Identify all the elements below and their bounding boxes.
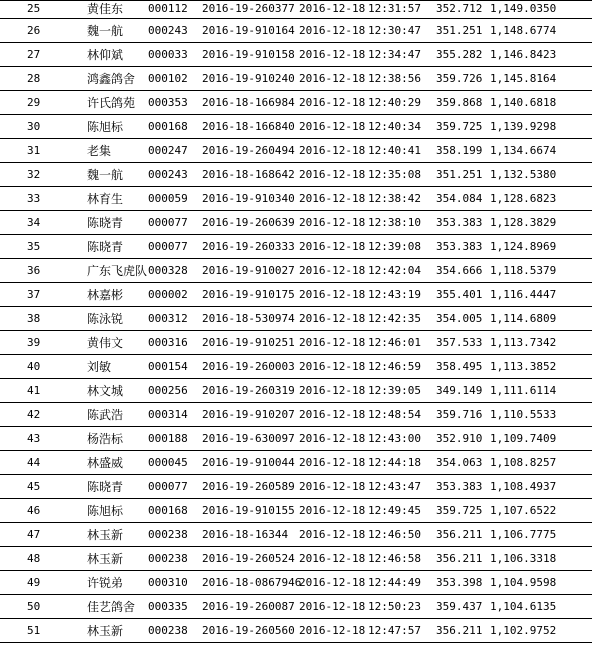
member-id-cell: 000314: [148, 407, 188, 421]
ring-number-cell: 2016-18-168642: [202, 167, 295, 181]
date-cell: 2016-12-18: [299, 575, 366, 589]
score-cell: 1,104.6135: [490, 599, 557, 613]
score-cell: 1,124.8969: [490, 239, 557, 253]
name-cell: 陈晓青: [87, 239, 124, 254]
table-row: [0, 235, 592, 259]
table-row: [0, 427, 592, 451]
time-cell: 12:43:47: [368, 479, 421, 493]
time-cell: 12:38:42: [368, 191, 421, 205]
speed-cell: 353.383: [436, 239, 483, 253]
name-cell: 林玉新: [87, 551, 124, 566]
speed-cell: 354.666: [436, 263, 483, 277]
member-id-cell: 000238: [148, 527, 188, 541]
date-cell: 2016-12-18: [299, 359, 366, 373]
time-cell: 12:44:18: [368, 455, 421, 469]
time-cell: 12:48:54: [368, 407, 421, 421]
table-row: [0, 451, 592, 475]
speed-cell: 349.149: [436, 383, 483, 397]
name-cell: 林盛威: [87, 455, 124, 470]
time-cell: 12:35:08: [368, 167, 421, 181]
member-id-cell: 000243: [148, 167, 188, 181]
name-cell: 杨浩标: [87, 431, 124, 446]
time-cell: 12:47:57: [368, 623, 421, 637]
ring-number-cell: 2016-18-166840: [202, 119, 295, 133]
table-row: [0, 211, 592, 235]
date-cell: 2016-12-18: [299, 191, 366, 205]
speed-cell: 359.437: [436, 599, 483, 613]
ring-number-cell: 2016-19-910240: [202, 71, 295, 85]
score-cell: 1,114.6809: [490, 311, 557, 325]
name-cell: 广东飞虎队: [87, 263, 148, 278]
time-cell: 12:50:23: [368, 599, 421, 613]
member-id-cell: 000077: [148, 215, 188, 229]
date-cell: 2016-12-18: [299, 335, 366, 349]
time-cell: 12:40:29: [368, 95, 421, 109]
date-cell: 2016-12-18: [299, 143, 366, 157]
date-cell: 2016-12-18: [299, 479, 366, 493]
ring-number-cell: 2016-19-260560: [202, 623, 295, 637]
member-id-cell: 000243: [148, 23, 188, 37]
speed-cell: 359.725: [436, 119, 483, 133]
score-cell: 1,108.8257: [490, 455, 557, 469]
rank-cell: 26: [27, 23, 41, 37]
rank-cell: 34: [27, 215, 41, 229]
time-cell: 12:49:45: [368, 503, 421, 517]
rank-cell: 37: [27, 287, 41, 301]
table-row: [0, 19, 592, 43]
time-cell: 12:43:19: [368, 287, 421, 301]
score-cell: 1,104.9598: [490, 575, 557, 589]
table-row: [0, 403, 592, 427]
name-cell: 陈晓青: [87, 479, 124, 494]
ring-number-cell: 2016-19-260494: [202, 143, 295, 157]
rank-cell: 36: [27, 263, 41, 277]
rank-cell: 32: [27, 167, 41, 181]
date-cell: 2016-12-18: [299, 455, 366, 469]
speed-cell: 358.495: [436, 359, 483, 373]
ring-number-cell: 2016-18-0867946: [202, 575, 302, 589]
time-cell: 12:31:57: [368, 2, 421, 15]
time-cell: 12:44:49: [368, 575, 421, 589]
time-cell: 12:42:04: [368, 263, 421, 277]
score-cell: 1,107.6522: [490, 503, 557, 517]
name-cell: 林文城: [87, 383, 124, 398]
speed-cell: 359.716: [436, 407, 483, 421]
score-cell: 1,149.0350: [490, 2, 557, 15]
name-cell: 林育生: [87, 191, 124, 206]
member-id-cell: 000238: [148, 551, 188, 565]
member-id-cell: 000353: [148, 95, 188, 109]
time-cell: 12:38:56: [368, 71, 421, 85]
ring-number-cell: 2016-19-260524: [202, 551, 295, 565]
score-cell: 1,106.7775: [490, 527, 557, 541]
member-id-cell: 000154: [148, 359, 188, 373]
table-row: [0, 91, 592, 115]
name-cell: 魏一航: [87, 167, 124, 182]
member-id-cell: 000059: [148, 191, 188, 205]
ring-number-cell: 2016-19-260589: [202, 479, 295, 493]
time-cell: 12:43:00: [368, 431, 421, 445]
date-cell: 2016-12-18: [299, 239, 366, 253]
table-row: [0, 43, 592, 67]
member-id-cell: 000168: [148, 119, 188, 133]
rank-cell: 45: [27, 479, 41, 493]
ring-number-cell: 2016-18-166984: [202, 95, 295, 109]
table-row: [0, 115, 592, 139]
score-cell: 1,106.3318: [490, 551, 557, 565]
date-cell: 2016-12-18: [299, 95, 366, 109]
member-id-cell: 000312: [148, 311, 188, 325]
name-cell: 陈晓青: [87, 215, 124, 230]
name-cell: 陈旭标: [87, 119, 124, 134]
table-row: [0, 0, 592, 19]
table-row: [0, 163, 592, 187]
table-row: [0, 355, 592, 379]
ring-number-cell: 2016-18-530974: [202, 311, 295, 325]
time-cell: 12:42:35: [368, 311, 421, 325]
speed-cell: 358.199: [436, 143, 483, 157]
date-cell: 2016-12-18: [299, 47, 366, 61]
table-row: [0, 187, 592, 211]
rank-cell: 28: [27, 71, 41, 85]
name-cell: 林仰斌: [87, 47, 124, 62]
member-id-cell: 000102: [148, 71, 188, 85]
rank-cell: 43: [27, 431, 41, 445]
ring-number-cell: 2016-19-910207: [202, 407, 295, 421]
member-id-cell: 000247: [148, 143, 188, 157]
speed-cell: 359.868: [436, 95, 483, 109]
rank-cell: 35: [27, 239, 41, 253]
member-id-cell: 000077: [148, 479, 188, 493]
date-cell: 2016-12-18: [299, 383, 366, 397]
member-id-cell: 000310: [148, 575, 188, 589]
table-row: [0, 67, 592, 91]
name-cell: 许氏鸽苑: [87, 95, 136, 110]
date-cell: 2016-12-18: [299, 71, 366, 85]
speed-cell: 351.251: [436, 167, 483, 181]
score-cell: 1,132.5380: [490, 167, 557, 181]
member-id-cell: 000077: [148, 239, 188, 253]
speed-cell: 353.398: [436, 575, 483, 589]
rank-cell: 38: [27, 311, 41, 325]
speed-cell: 356.211: [436, 623, 483, 637]
date-cell: 2016-12-18: [299, 503, 366, 517]
ring-number-cell: 2016-19-910251: [202, 335, 295, 349]
date-cell: 2016-12-18: [299, 431, 366, 445]
name-cell: 陈武浩: [87, 407, 124, 422]
date-cell: 2016-12-18: [299, 2, 366, 15]
speed-cell: 354.084: [436, 191, 483, 205]
rank-cell: 31: [27, 143, 41, 157]
speed-cell: 354.063: [436, 455, 483, 469]
name-cell: 林玉新: [87, 623, 124, 638]
rank-cell: 25: [27, 2, 41, 15]
ring-number-cell: 2016-19-260319: [202, 383, 295, 397]
date-cell: 2016-12-18: [299, 311, 366, 325]
score-cell: 1,128.3829: [490, 215, 557, 229]
name-cell: 老集: [87, 143, 112, 158]
score-cell: 1,134.6674: [490, 143, 557, 157]
rank-cell: 48: [27, 551, 41, 565]
date-cell: 2016-12-18: [299, 119, 366, 133]
score-cell: 1,109.7409: [490, 431, 557, 445]
member-id-cell: 000033: [148, 47, 188, 61]
name-cell: 林玉新: [87, 527, 124, 542]
rank-cell: 27: [27, 47, 41, 61]
ring-number-cell: 2016-19-910155: [202, 503, 295, 517]
time-cell: 12:40:41: [368, 143, 421, 157]
date-cell: 2016-12-18: [299, 263, 366, 277]
date-cell: 2016-12-18: [299, 599, 366, 613]
member-id-cell: 000256: [148, 383, 188, 397]
ring-number-cell: 2016-19-630097: [202, 431, 295, 445]
score-cell: 1,113.3852: [490, 359, 557, 373]
name-cell: 魏一航: [87, 23, 124, 38]
table-row: [0, 619, 592, 643]
member-id-cell: 000335: [148, 599, 188, 613]
name-cell: 许锐弟: [87, 575, 124, 590]
ring-number-cell: 2016-19-260377: [202, 2, 295, 15]
speed-cell: 359.725: [436, 503, 483, 517]
table-row: [0, 139, 592, 163]
ring-number-cell: 2016-19-260333: [202, 239, 295, 253]
time-cell: 12:40:34: [368, 119, 421, 133]
date-cell: 2016-12-18: [299, 215, 366, 229]
ring-number-cell: 2016-19-260087: [202, 599, 295, 613]
rank-cell: 46: [27, 503, 41, 517]
member-id-cell: 000316: [148, 335, 188, 349]
rank-cell: 44: [27, 455, 41, 469]
name-cell: 林嘉彬: [87, 287, 124, 302]
ring-number-cell: 2016-18-16344: [202, 527, 289, 541]
table-row: [0, 523, 592, 547]
table-row: [0, 259, 592, 283]
speed-cell: 352.910: [436, 431, 483, 445]
name-cell: 黄佳东: [87, 2, 124, 16]
date-cell: 2016-12-18: [299, 551, 366, 565]
speed-cell: 353.383: [436, 215, 483, 229]
time-cell: 12:46:58: [368, 551, 421, 565]
score-cell: 1,118.5379: [490, 263, 557, 277]
rank-cell: 47: [27, 527, 41, 541]
date-cell: 2016-12-18: [299, 23, 366, 37]
time-cell: 12:46:50: [368, 527, 421, 541]
rank-cell: 29: [27, 95, 41, 109]
speed-cell: 354.005: [436, 311, 483, 325]
table-row: [0, 331, 592, 355]
member-id-cell: 000168: [148, 503, 188, 517]
speed-cell: 353.383: [436, 479, 483, 493]
ring-number-cell: 2016-19-910044: [202, 455, 295, 469]
speed-cell: 359.726: [436, 71, 483, 85]
time-cell: 12:30:47: [368, 23, 421, 37]
score-cell: 1,145.8164: [490, 71, 557, 85]
time-cell: 12:39:08: [368, 239, 421, 253]
speed-cell: 351.251: [436, 23, 483, 37]
speed-cell: 355.282: [436, 47, 483, 61]
speed-cell: 356.211: [436, 527, 483, 541]
rank-cell: 40: [27, 359, 41, 373]
score-cell: 1,110.5533: [490, 407, 557, 421]
speed-cell: 355.401: [436, 287, 483, 301]
time-cell: 12:46:01: [368, 335, 421, 349]
time-cell: 12:38:10: [368, 215, 421, 229]
member-id-cell: 000238: [148, 623, 188, 637]
ring-number-cell: 2016-19-910027: [202, 263, 295, 277]
table-row: [0, 595, 592, 619]
rank-cell: 33: [27, 191, 41, 205]
rank-cell: 51: [27, 623, 41, 637]
score-cell: 1,140.6818: [490, 95, 557, 109]
rank-cell: 41: [27, 383, 41, 397]
rank-cell: 50: [27, 599, 41, 613]
table-row: [0, 283, 592, 307]
score-cell: 1,116.4447: [490, 287, 557, 301]
name-cell: 陈泳锐: [87, 311, 124, 326]
member-id-cell: 000328: [148, 263, 188, 277]
name-cell: 佳艺鸽舍: [87, 599, 136, 614]
score-cell: 1,113.7342: [490, 335, 557, 349]
date-cell: 2016-12-18: [299, 527, 366, 541]
rank-cell: 42: [27, 407, 41, 421]
rank-cell: 39: [27, 335, 41, 349]
date-cell: 2016-12-18: [299, 407, 366, 421]
ring-number-cell: 2016-19-260003: [202, 359, 295, 373]
table-row: [0, 475, 592, 499]
member-id-cell: 000002: [148, 287, 188, 301]
score-cell: 1,108.4937: [490, 479, 557, 493]
speed-cell: 356.211: [436, 551, 483, 565]
date-cell: 2016-12-18: [299, 623, 366, 637]
table-row: [0, 547, 592, 571]
time-cell: 12:34:47: [368, 47, 421, 61]
table-row: [0, 571, 592, 595]
date-cell: 2016-12-18: [299, 287, 366, 301]
name-cell: 鸿鑫鸽舍: [87, 71, 136, 86]
name-cell: 陈旭标: [87, 503, 124, 518]
member-id-cell: 000045: [148, 455, 188, 469]
ring-number-cell: 2016-19-910164: [202, 23, 295, 37]
ring-number-cell: 2016-19-260639: [202, 215, 295, 229]
time-cell: 12:39:05: [368, 383, 421, 397]
name-cell: 刘敏: [87, 359, 112, 374]
member-id-cell: 000188: [148, 431, 188, 445]
time-cell: 12:46:59: [368, 359, 421, 373]
speed-cell: 352.712: [436, 2, 483, 15]
date-cell: 2016-12-18: [299, 167, 366, 181]
ring-number-cell: 2016-19-910158: [202, 47, 295, 61]
ring-number-cell: 2016-19-910175: [202, 287, 295, 301]
table-row: [0, 379, 592, 403]
score-cell: 1,111.6114: [490, 383, 557, 397]
table-row: [0, 499, 592, 523]
name-cell: 黄伟文: [87, 335, 124, 350]
score-cell: 1,139.9298: [490, 119, 557, 133]
member-id-cell: 000112: [148, 2, 188, 15]
score-cell: 1,102.9752: [490, 623, 557, 637]
ring-number-cell: 2016-19-910340: [202, 191, 295, 205]
table-row: [0, 307, 592, 331]
speed-cell: 357.533: [436, 335, 483, 349]
score-cell: 1,148.6774: [490, 23, 557, 37]
score-cell: 1,128.6823: [490, 191, 557, 205]
score-cell: 1,146.8423: [490, 47, 557, 61]
rank-cell: 49: [27, 575, 41, 589]
rank-cell: 30: [27, 119, 41, 133]
